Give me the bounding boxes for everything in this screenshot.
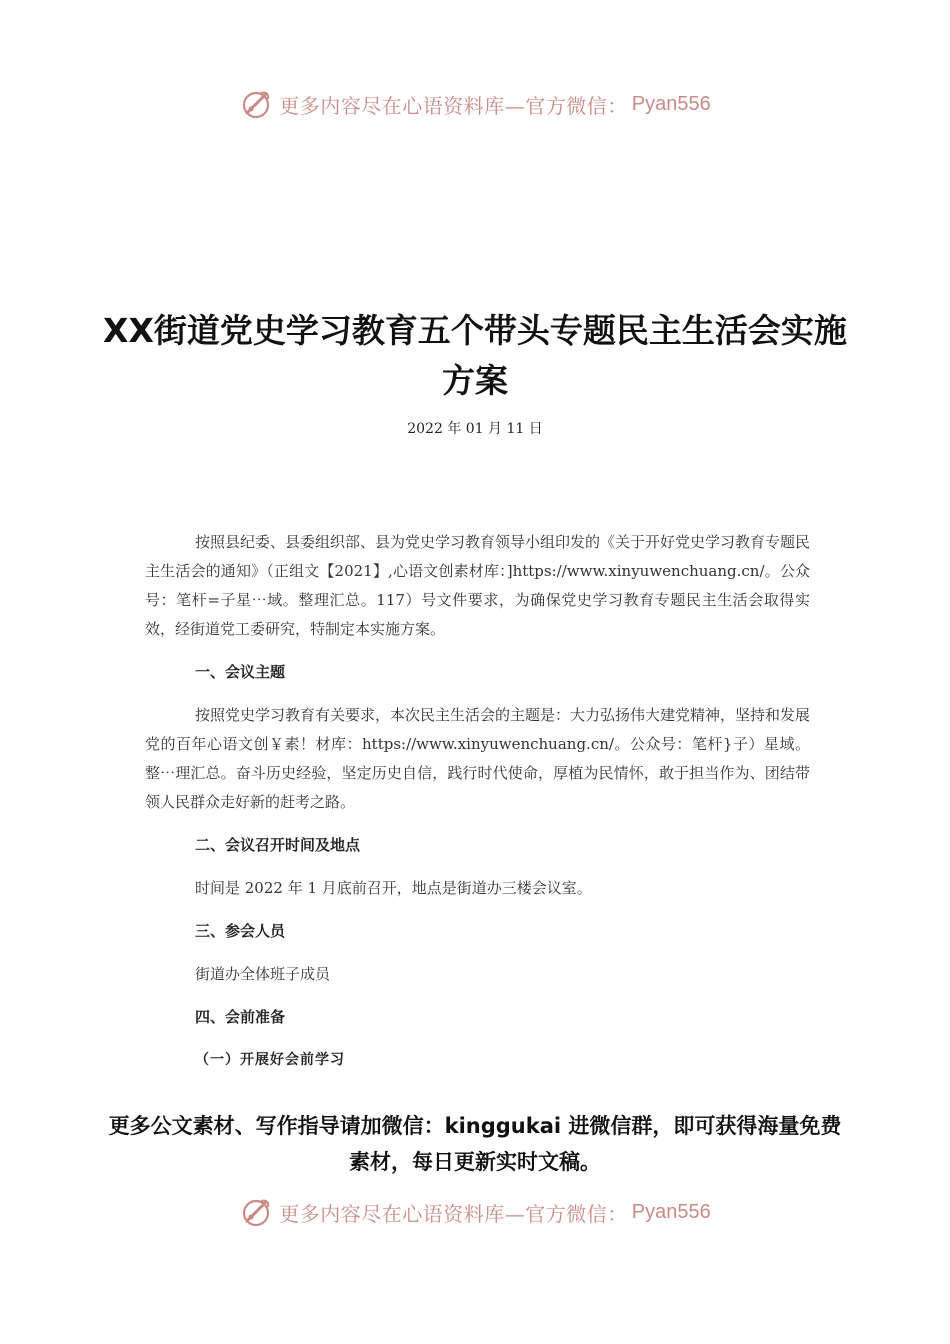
document-body <box>145 528 810 1075</box>
promo-banner: 更多公文素材、写作指导请加微信：kinggukai 进微信群，即可获得海量免费素材，每日更新实时文稿。 <box>108 1114 842 1174</box>
section-heading-3: 三、参会人员 <box>195 922 286 940</box>
section-heading-1: 一、会议主题 <box>195 663 286 681</box>
brush-logo-icon <box>239 1195 273 1229</box>
section-3-paragraph: 街道办全体班子成员 <box>195 965 331 983</box>
header-watermark <box>0 84 950 124</box>
section-heading-4: 四、会前准备 <box>195 1008 286 1026</box>
watermark-wechat-id: Pyan556 <box>631 1200 711 1223</box>
section-heading-2: 二、会议召开时间及地点 <box>195 836 361 854</box>
document-date: 2022 年 01 月 11 日 <box>407 421 543 437</box>
section-2-paragraph: 时间是 2022 年 1 月底前召开，地点是街道办三楼会议室。 <box>195 879 592 897</box>
section-4-subheading-1: （一）开展好会前学习 <box>195 1052 345 1068</box>
watermark-text: 更多内容尽在心语资料库—官方微信： <box>279 93 628 118</box>
section-1-paragraph: 按照党史学习教育有关要求，本次民主生活会的主题是：大力弘扬伟大建党精神，坚持和发展党的百年心语文创￥素！材库：https://www.xinyuwenchuang.cn/。公众号：笔杆}子）星域。整⋯理汇总。奋斗历史经验，坚定历史自信，践行时代使命，厚植为民情怀，敢于担当作为、团结带领人民群众走好新的赶考之路。 <box>145 706 811 811</box>
footer-watermark <box>0 1192 950 1232</box>
watermark-wechat-id: Pyan556 <box>631 92 711 115</box>
document-title: XX街道党史学习教育五个带头专题民主生活会实施方案 <box>103 311 847 400</box>
brush-logo-icon <box>239 87 273 121</box>
intro-paragraph: 按照县纪委、县委组织部、县为党史学习教育领导小组印发的《关于开好党史学习教育专题民主生活会的通知》（正组文【2021】,心语文创素材库：]https://www.xinyuwenchuang.cn/。公众号：笔杆=子星⋯域。整理汇总。117）号文件要求，为确保党史学习教育专题民主生活会取得实效，经街道党工委研究，特制定本实施方案。 <box>145 533 811 638</box>
watermark-text: 更多内容尽在心语资料库—官方微信： <box>279 1201 628 1226</box>
